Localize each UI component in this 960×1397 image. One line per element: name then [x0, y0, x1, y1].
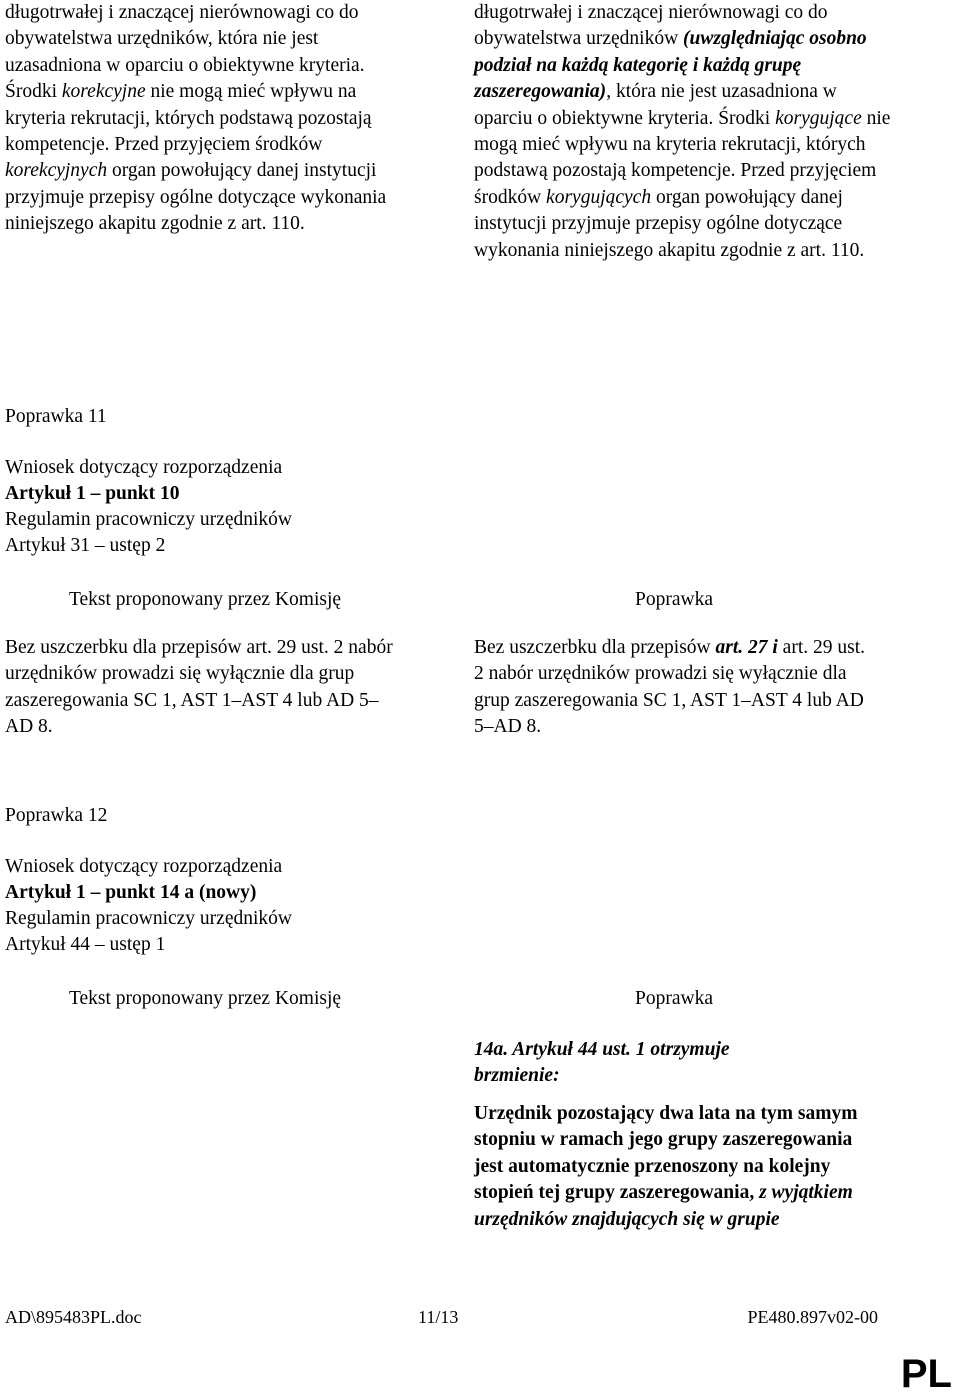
- text-segment: Bez uszczerbku dla przepisów: [474, 637, 716, 658]
- footer-page-number: 11/13: [418, 1307, 459, 1327]
- amendment-12-line1: Wniosek dotyczący rozporządzenia: [5, 856, 283, 877]
- text-segment: długotrwałej i znaczącej nierównowagi co do obywatelstwa urzędników: [474, 2, 828, 50]
- amendment-11-line3: Regulamin pracowniczy urzędników: [5, 509, 292, 530]
- text-segment: , która nie jest uzasadniona w oparciu o obiektywne kryteria. Środki: [474, 81, 837, 129]
- amendment-11-line2: Artykuł 1 – punkt 10: [5, 483, 180, 504]
- text-segment: organ powołujący danej instytucji przyjmuje przepisy ogólne dotyczące wykonania niniejszego akapitu zgodnie z art. 110.: [5, 160, 387, 235]
- amendment-12-title: Poprawka 12: [5, 805, 108, 826]
- amendment-12-line4: Artykuł 44 – ustęp 1: [5, 934, 166, 955]
- bold-italic-segment: z wyjątkiem urzędników znajdujących się w grupie: [474, 1182, 853, 1230]
- bold-segment: Urzędnik pozostający dwa lata na tym samym stopniu w ramach jego grupy zaszeregowania jest automatycznie przenoszony na kolejny stopień tej grupy zaszeregowania,: [474, 1103, 858, 1204]
- top-right-paragraph: [474, 0, 894, 264]
- text-segment: nie mogą mieć wpływu na kryteria rekrutacji, których podstawą pozostają kompetencje. Przed przyjęciem środków: [474, 107, 891, 208]
- text-segment: organ powołujący danej instytucji przyjmuje przepisy ogólne dotyczące wykonania niniejszego akapitu zgodnie z art. 110.: [474, 186, 865, 261]
- amendment-11-line4: Artykuł 31 – ustęp 2: [5, 535, 166, 556]
- footer-language-code: PL: [900, 1352, 952, 1396]
- amendment-11-line1: Wniosek dotyczący rozporządzenia: [5, 457, 283, 478]
- amendment-11-col-left-header: Tekst proponowany przez Komisję: [68, 589, 342, 610]
- bold-italic-segment: (uwzględniając osobno podział na każdą kategorię i każdą grupę zaszeregowania): [474, 28, 867, 103]
- italic-segment: korygujące: [775, 107, 862, 129]
- amendment-12-col-right-header: Poprawka: [635, 988, 713, 1009]
- amendment-12-line2: Artykuł 1 – punkt 14 a (nowy): [5, 882, 257, 903]
- italic-segment: korygujących: [546, 186, 652, 208]
- amendment-12-amendment-text: [474, 1101, 864, 1233]
- amendment-11-commission-text: Bez uszczerbku dla przepisów art. 29 ust. 2 nabór urzędników prowadzi się wyłącznie dla grup zaszeregowania SC 1, AST 1–AST 4 lub AD 5–AD 8.: [5, 637, 393, 738]
- amendment-12-intro: 14a. Artykuł 44 ust. 1 otrzymuje brzmienie:: [474, 1039, 730, 1087]
- amendment-11-amendment-text: [474, 635, 874, 741]
- text-segment: nie mogą mieć wpływu na kryteria rekrutacji, których podstawą pozostają kompetencje. Przed przyjęciem środków: [5, 81, 372, 156]
- text-segment: długotrwałej i znaczącej nierównowagi co do obywatelstwa urzędników, która nie jest uzasadniona w oparciu o obiektywne kryteria. Środki: [5, 2, 365, 103]
- top-left-paragraph: [5, 0, 405, 238]
- footer-pe-number: PE480.897v02-00: [747, 1307, 878, 1327]
- amendment-12-line3: Regulamin pracowniczy urzędników: [5, 908, 292, 929]
- italic-segment: korekcyjnych: [5, 160, 108, 182]
- amendment-11-title: Poprawka 11: [5, 406, 107, 427]
- italic-segment: korekcyjne: [61, 81, 146, 103]
- text-segment: art. 29 ust. 2 nabór urzędników prowadzi się wyłącznie dla grup zaszeregowania SC 1, AST 1–AST 4 lub AD 5–AD 8.: [474, 637, 865, 738]
- footer-document-ref: AD\895483PL.doc: [5, 1307, 142, 1327]
- bold-italic-segment: art. 27 i: [715, 637, 778, 658]
- amendment-12-col-left-header: Tekst proponowany przez Komisję: [68, 988, 342, 1009]
- amendment-11-col-right-header: Poprawka: [635, 589, 713, 610]
